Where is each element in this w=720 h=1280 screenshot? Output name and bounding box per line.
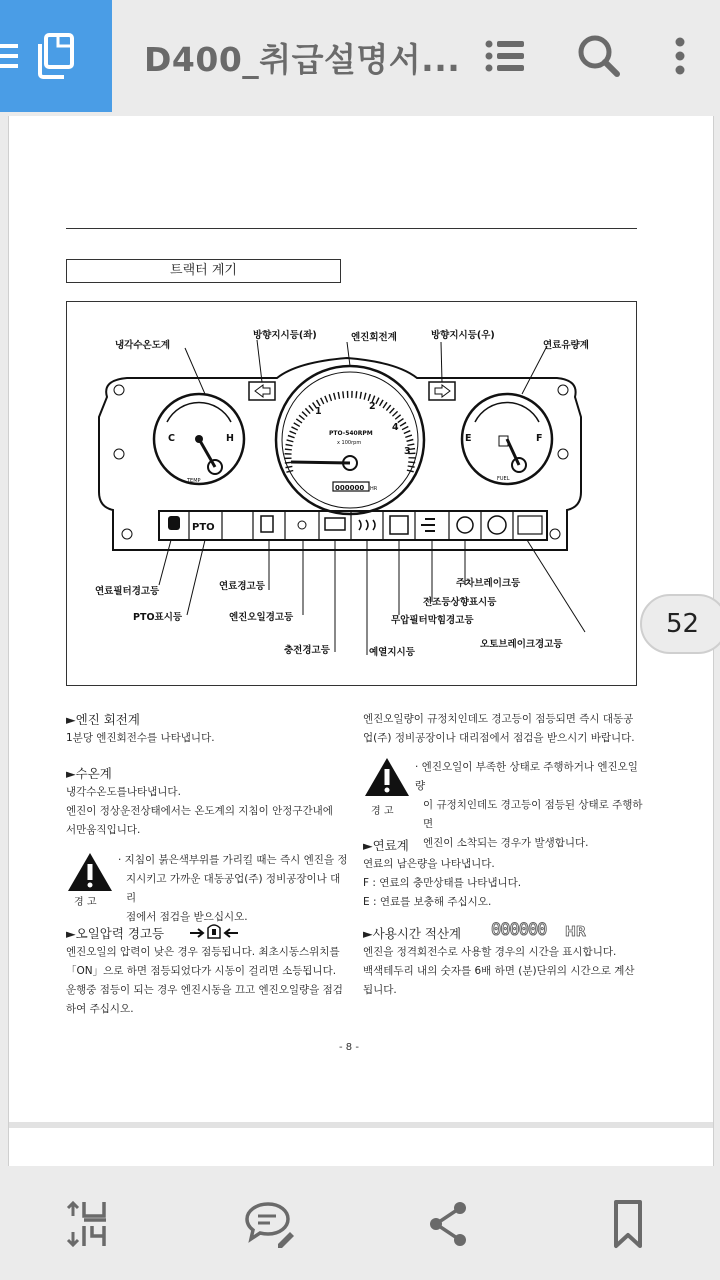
label-preheat-indicator: 예열지시등 [369, 647, 415, 658]
fit-width-icon[interactable] [64, 1196, 112, 1252]
label-parking-brake: 주차브레이크등 [456, 578, 521, 589]
text-line: 백색테두리 내의 숫자를 6배 하면 (분)단위의 시간으로 계산 [363, 965, 635, 977]
left-text-column [66, 710, 346, 840]
rpm-scale-text: x 100rpm [337, 440, 362, 446]
text-line: 서만움직입니다. [66, 824, 141, 836]
text-line: 엔진오일량이 규정치인데도 경고등이 점등되면 즉시 대동공 [363, 713, 634, 725]
label-turn-left: 방향지시등(좌) [253, 330, 317, 341]
more-vertical-icon[interactable] [670, 30, 690, 82]
page-number-text: 52 [666, 609, 700, 639]
hour-counter-unit: HR [565, 925, 586, 940]
tach-mark-1: 1 [315, 406, 322, 417]
comment-icon[interactable] [244, 1196, 296, 1252]
heading-oil-pressure [66, 924, 351, 943]
list-icon[interactable] [484, 30, 526, 82]
pto-lamp-text: PTO [192, 522, 215, 533]
warning-label: 경 고 [74, 897, 97, 908]
instrument-panel-diagram [67, 302, 636, 685]
gauge-h-label: H [226, 433, 234, 444]
hour-meter-section [363, 920, 648, 1000]
right-text-column [363, 710, 643, 748]
text-line: 업(주) 정비공장이나 대리점에서 점검을 받으시기 바랍니다. [363, 732, 635, 744]
header-rule [66, 228, 637, 229]
tach-mark-3: 3 [404, 446, 411, 457]
pdf-page-viewport[interactable] [8, 116, 714, 1166]
gauge-c-label: C [168, 433, 175, 444]
heading-tachometer: ►엔진 회전계 [66, 712, 140, 727]
documents-icon [36, 32, 78, 80]
label-turn-right: 방향지시등(우) [431, 330, 495, 341]
warning-text-line: 엔진이 소착되는 경우가 발생합니다. [423, 837, 589, 849]
warning-triangle-icon [363, 756, 411, 802]
text-line: 엔진을 정격회전수로 사용할 경우의 시간을 표시합니다. [363, 946, 617, 958]
tach-mark-2: 2 [369, 401, 376, 412]
label-charge-warning: 충전경고등 [284, 645, 330, 656]
document-list-button[interactable] [0, 0, 112, 112]
label-fuel-gauge: 연료유량계 [543, 340, 589, 351]
section-box-title: 트랙터 계기 [66, 259, 341, 283]
text-line: 1분당 엔진회전수를 나타냅니다. [66, 732, 215, 744]
label-auto-brake-warning: 오토브레이크경고등 [480, 639, 563, 650]
label-air-filter-warning: 무압필터막힘경고등 [391, 615, 474, 626]
heading-hour-meter-text: ►사용시간 적산계 [363, 926, 462, 941]
label-coolant-temp: 냉각수온도계 [115, 340, 171, 351]
top-app-bar [0, 0, 720, 112]
text-line: 됩니다. [363, 984, 397, 996]
label-fuel-filter-warning: 연료필터경고등 [95, 586, 160, 597]
gauge-e-label: E [465, 433, 472, 444]
tach-mark-4: 4 [392, 422, 399, 433]
warning-text-line: · 엔진오일이 부족한 상태로 주행하거나 엔진오일량 [415, 761, 638, 792]
fuel-gauge-section [363, 836, 643, 912]
temp-label: TEMP [187, 478, 201, 484]
label-headlight-indicator: 전조등상향표시등 [423, 597, 497, 608]
text-line: 「ON」으로 하면 점등되었다가 시동이 걸리면 소등됩니다. [66, 965, 337, 977]
text-line: 운행중 점등이 되는 경우 엔진시동을 끄고 엔진오일량을 점검 [66, 984, 343, 996]
label-tachometer: 엔진회전계 [351, 332, 397, 343]
pto-rpm-text: PTO-540RPM [329, 430, 373, 437]
heading-hour-meter [363, 920, 648, 943]
document-title: D400_취급설명서... [144, 40, 461, 79]
page-number-badge[interactable] [640, 594, 720, 654]
text-line: 엔진오일의 압력이 낮은 경우 점등됩니다. 최초시동스위치를 [66, 946, 340, 958]
warning-text-line: 점에서 점검을 받으십시오. [126, 911, 248, 923]
label-pto-indicator: PTO표시등 [133, 612, 183, 623]
tach-counter: 000000 [335, 484, 365, 492]
page-footer-number: - 8 - [339, 1042, 359, 1053]
heading-fuel-gauge: ►연료계 [363, 838, 409, 853]
hour-counter: 000000 [491, 920, 547, 940]
bookmark-icon[interactable] [612, 1196, 644, 1252]
warning-text-line: · 지침이 붉은색부위를 가리킬 때는 즉시 엔진을 정 [118, 854, 348, 866]
text-line: 하여 주십시오. [66, 1003, 134, 1015]
share-icon[interactable] [428, 1196, 470, 1252]
warning-text-line: 이 규정치인데도 경고등이 점등된 상태로 주행하면 [423, 799, 643, 830]
bottom-toolbar [0, 1168, 720, 1280]
warning-text-line: 지시키고 가까운 대동공업(주) 정비공장이나 대리 [126, 873, 341, 904]
search-icon[interactable] [576, 30, 622, 82]
warning-block-left [66, 851, 348, 923]
text-line: 냉각수온도를나타냅니다. [66, 786, 181, 798]
oil-can-icon [188, 924, 240, 942]
text-line: F : 연료의 충만상태를 나타냅니다. [363, 877, 522, 889]
page-separator [9, 1122, 713, 1128]
text-line: E : 연료를 보충해 주십시오. [363, 896, 492, 908]
tach-counter-unit: HR [370, 486, 378, 492]
hamburger-icon[interactable] [0, 44, 18, 74]
dashboard-figure [66, 301, 637, 686]
text-line: 엔진이 정상운전상태에서는 온도계의 지침이 안정구간내에 [66, 805, 333, 817]
warning-triangle-icon [66, 851, 114, 897]
gauge-f-label: F [536, 433, 543, 444]
pdf-page [9, 116, 713, 1122]
label-fuel-warning: 연료경고등 [219, 581, 265, 592]
heading-temp-gauge: ►수온계 [66, 766, 112, 781]
warning-label: 경 고 [371, 806, 394, 817]
heading-oil-pressure-text: ►오일압력 경고등 [66, 926, 165, 941]
label-oil-pressure-warning: 엔진오일경고등 [229, 612, 294, 623]
text-line: 연료의 남은량을 나타냅니다. [363, 858, 495, 870]
fuel-label: FUEL [497, 476, 510, 482]
oil-pressure-section [66, 924, 351, 1019]
